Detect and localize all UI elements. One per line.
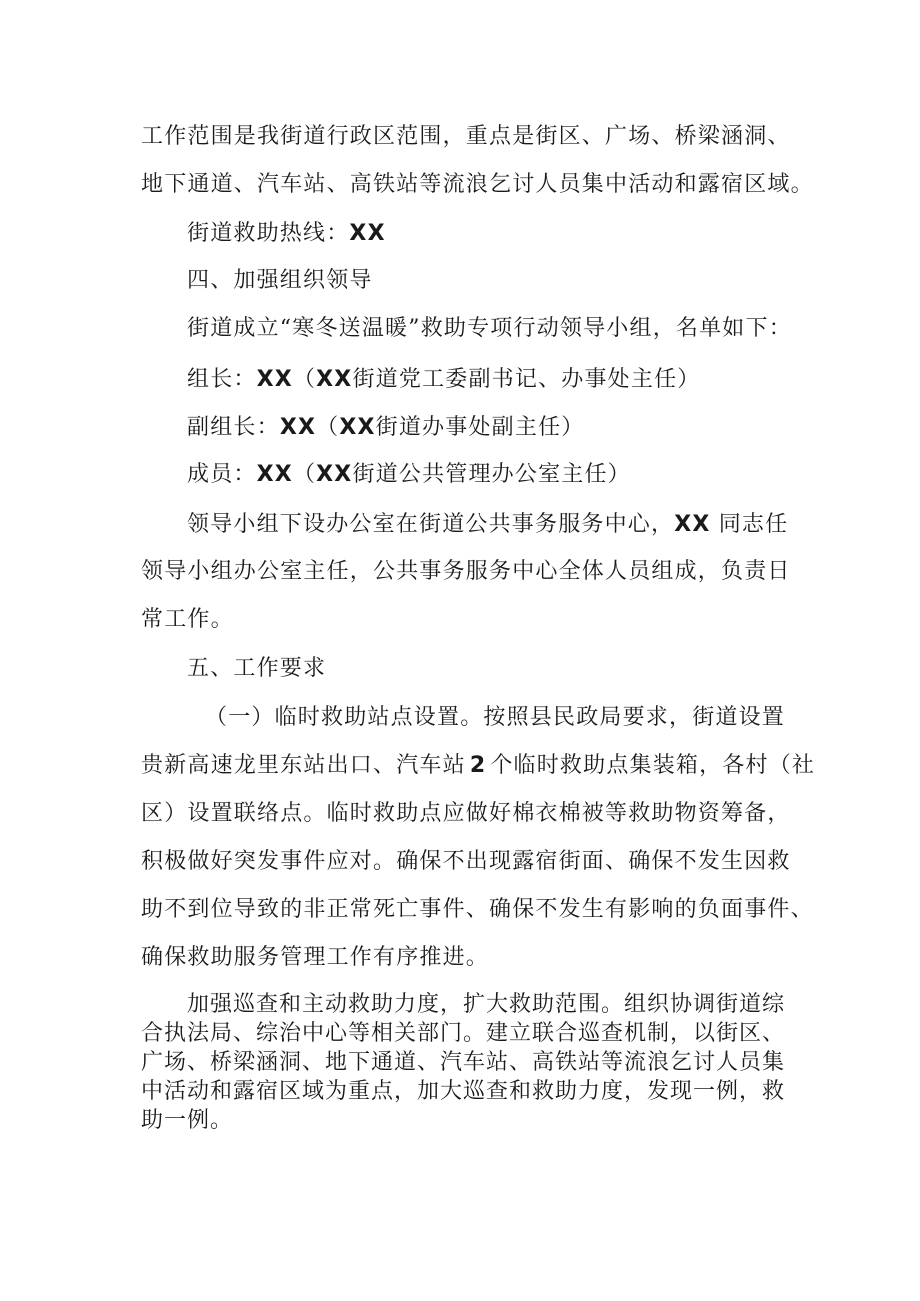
member-label: 成员：	[187, 462, 257, 487]
deputy-name: XX	[279, 415, 317, 440]
deputy-org: XX	[339, 415, 376, 440]
req1-text-a: 贵新高速龙里东站出口、汽车站	[141, 753, 466, 778]
leader-paren: （	[292, 367, 317, 392]
req1-line-4: 积极做好突发事件应对。确保不出现露宿街面、确保不发生因救	[141, 849, 791, 874]
member-title: 街道公共管理办公室主任）	[352, 462, 631, 487]
office-line-3: 常工作。	[141, 607, 234, 632]
deputy-label: 副组长：	[187, 415, 280, 440]
hotline-label: 街道救助热线：	[187, 221, 350, 246]
member-paren: （	[292, 462, 317, 487]
req1-text-b: 个临时救助点集装箱，各村（社	[490, 753, 816, 778]
leader-title: 街道党工委副书记、办事处主任）	[352, 367, 701, 392]
deputy-line	[187, 410, 584, 441]
leader-org: XX	[316, 367, 353, 392]
office-text-b: 同志任	[710, 512, 789, 537]
group-intro: 街道成立“寒冬送温暖”救助专项行动领导小组，名单如下：	[187, 316, 792, 341]
hotline-value: XX	[349, 221, 386, 246]
patrol-paragraph: 加强巡查和主动救助力度，扩大救助范围。组织协调街道综合执法局、综治中心等相关部门。建立联合巡查机制，以街区、广场、桥梁涵洞、地下通道、汽车站、高铁站等流浪乞讨人员集中活动和露宿区域为重点，加大巡查和救助力度，发现一例，救助一例。	[141, 992, 786, 1133]
deputy-paren: （	[316, 415, 340, 440]
req1-line-1: （一）临时救助站点设置。按照县民政局要求，街道设置	[205, 705, 786, 730]
leader-line	[187, 362, 700, 393]
req1-line-3: 区）设置联络点。临时救助点应做好棉衣棉被等救助物资筹备，	[141, 801, 791, 826]
req1-line-2	[141, 748, 815, 779]
member-name: XX	[256, 462, 293, 487]
member-line	[187, 457, 631, 488]
section-5-heading: 五、工作要求	[187, 656, 327, 681]
req1-line-5: 助不到位导致的非正常死亡事件、确保不发生有影响的负面事件、	[141, 897, 814, 922]
office-text-a: 领导小组下设办公室在街道公共事务服务中心，	[187, 512, 675, 537]
leader-label: 组长：	[187, 367, 257, 392]
req1-line-6: 确保救助服务管理工作有序推进。	[141, 945, 490, 970]
office-line-1	[187, 507, 788, 538]
office-name: XX	[674, 512, 711, 537]
office-line-2: 领导小组办公室主任，公共事务服务中心全体人员组成，负责日	[141, 559, 791, 584]
hotline-line	[187, 216, 386, 247]
scope-line-2: 地下通道、汽车站、高铁站等流浪乞讨人员集中活动和露宿区域。	[141, 172, 814, 197]
leader-name: XX	[256, 367, 293, 392]
section-4-heading: 四、加强组织领导	[187, 268, 373, 293]
member-org: XX	[316, 462, 353, 487]
scope-line-1: 工作范围是我街道行政区范围，重点是街区、广场、桥梁涵洞、	[141, 124, 791, 149]
deputy-title: 街道办事处副主任）	[375, 415, 585, 440]
req1-number: 2	[469, 753, 487, 778]
